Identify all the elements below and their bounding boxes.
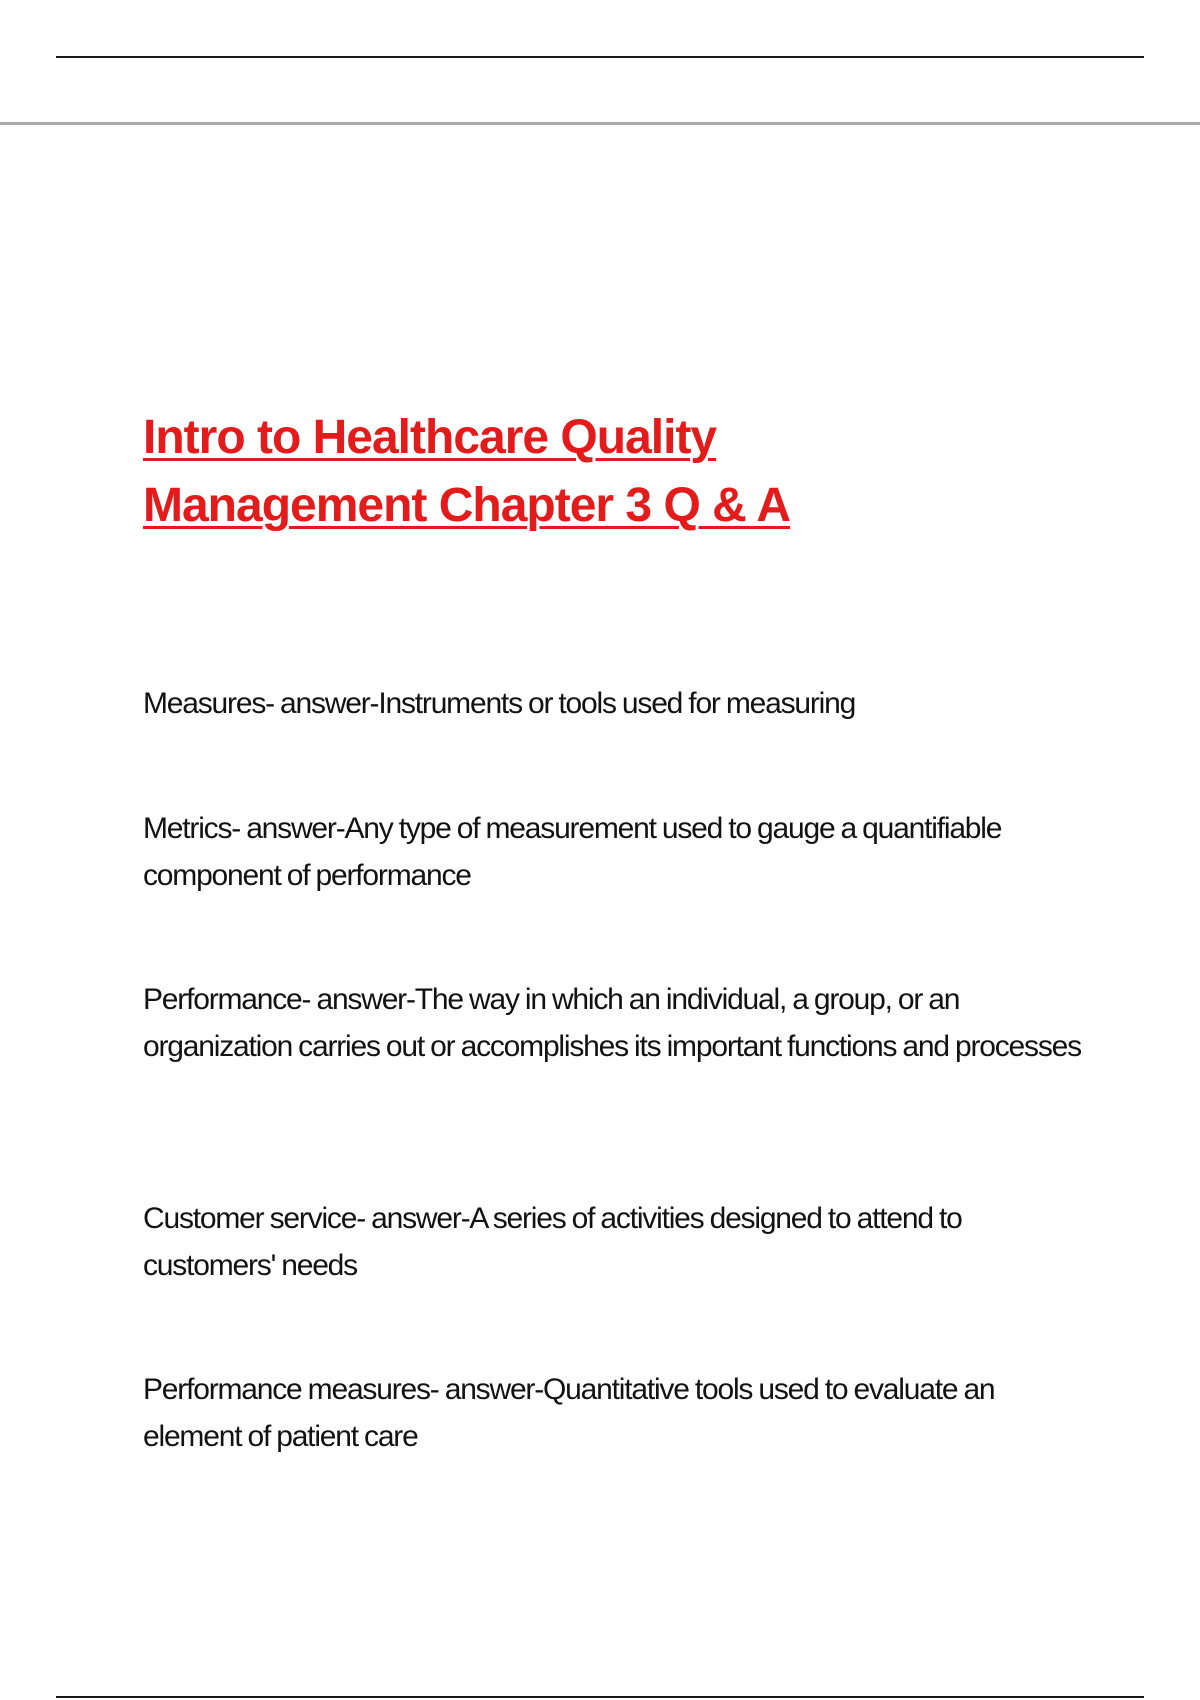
qa-item-customer-service: Customer service- answer-A series of activities designed to attend to customers' needs	[143, 1202, 962, 1282]
qa-item-performance: Performance- answer-The way in which an individual, a group, or an organization carries out or accomplishes its important functions and processes	[143, 983, 1081, 1063]
document-title	[143, 404, 1043, 540]
qa-item-metrics: Metrics- answer-Any type of measurement used to gauge a quantifiable component of performance	[143, 812, 1002, 892]
header-rule	[56, 56, 1144, 58]
qa-item-performance-measures: Performance measures- answer-Quantitative tools used to evaluate an element of patient care	[143, 1373, 995, 1453]
document-title-line-2: Management Chapter 3 Q & A	[143, 479, 791, 532]
document-title-line-1: Intro to Healthcare Quality	[143, 411, 717, 464]
qa-item-measures: Measures- answer-Instruments or tools used for measuring	[143, 687, 856, 720]
header-separator	[0, 122, 1200, 125]
footer-rule	[56, 1696, 1144, 1698]
